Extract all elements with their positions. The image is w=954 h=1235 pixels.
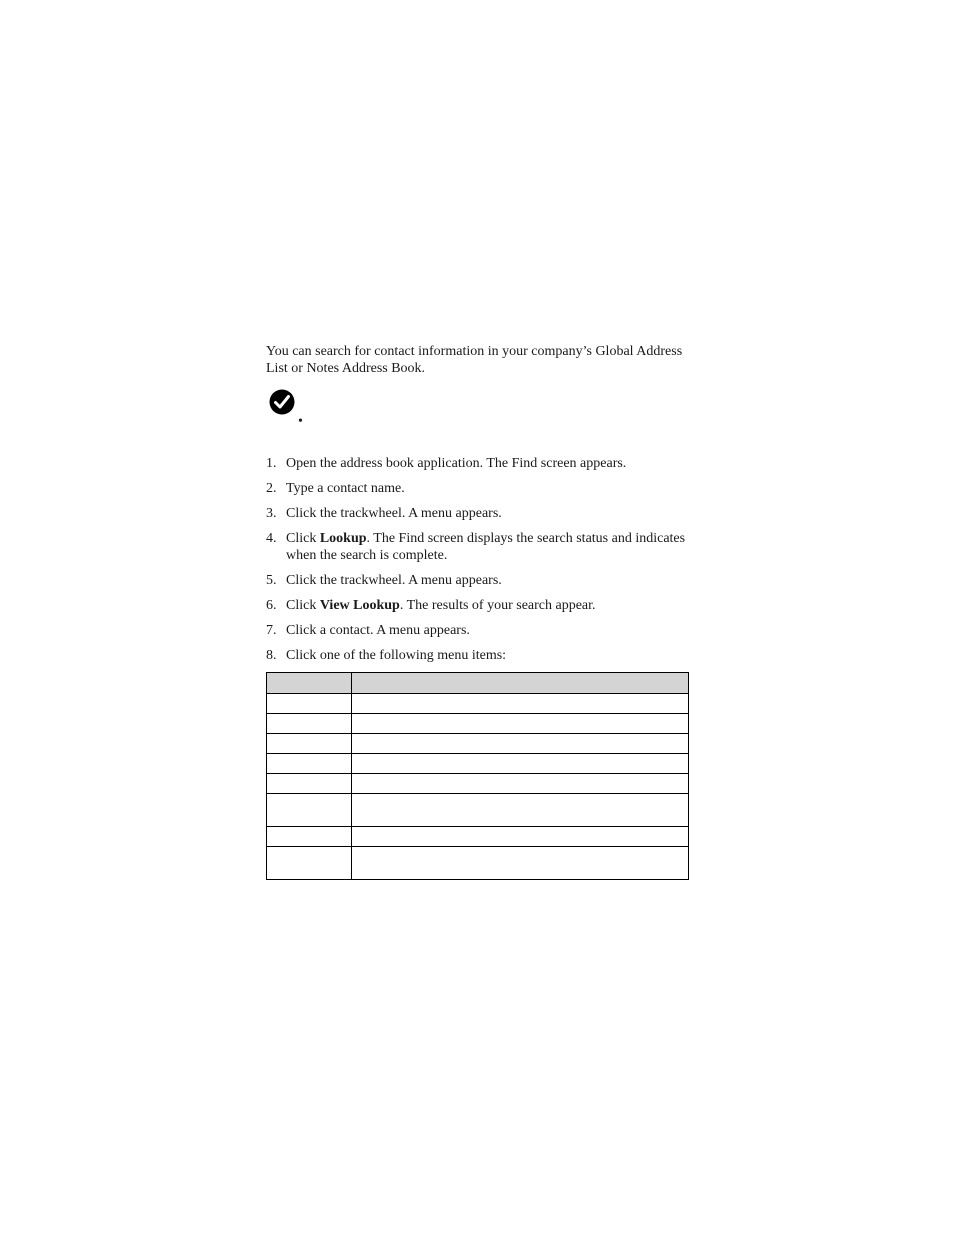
step-text: Click one of the following menu items: [286,648,507,663]
step-item [266,455,690,472]
menu-item-view-lookup: View Lookup [319,598,400,613]
table-cell [352,794,689,827]
table-row [267,774,689,794]
table-cell [267,734,352,754]
step-number: 8. [266,648,277,663]
step-text: Open the address book application. The Find screen appears. [286,456,627,471]
step-number: 4. [266,531,277,546]
table-header-row [267,673,689,694]
table-cell [352,754,689,774]
table-cell [352,734,689,754]
table-cell [267,714,352,734]
steps-list [266,455,690,664]
note-block [266,389,690,437]
table-cell [352,694,689,714]
step-number: 3. [266,506,277,521]
table-row [267,734,689,754]
table-cell [352,774,689,794]
table-header-cell [352,673,689,694]
table-cell [267,847,352,880]
table-cell [267,754,352,774]
table-header-cell [267,673,352,694]
step-item [266,530,690,564]
menu-items-table [266,672,689,880]
step-item [266,480,690,497]
table-row [267,754,689,774]
document-page [266,343,690,880]
table-cell [267,827,352,847]
step-text: Click the trackwheel. A menu appears. [286,573,502,588]
table-cell [267,794,352,827]
table-cell [267,694,352,714]
step-item [266,622,690,639]
step-number: 1. [266,456,277,471]
step-item [266,505,690,522]
step-number: 6. [266,598,277,613]
step-item [266,572,690,589]
step-text: Click the trackwheel. A menu appears. [286,506,502,521]
table-row [267,694,689,714]
step-text: Click Lookup. The Find screen displays the search status and indicates when the search is complete. [286,531,686,563]
table-cell [267,774,352,794]
table-row [267,794,689,827]
step-item [266,597,690,614]
step-item [266,647,690,664]
step-text: Click a contact. A menu appears. [286,623,470,638]
table-cell [352,827,689,847]
menu-item-lookup: Lookup [319,531,367,546]
table-row [267,827,689,847]
step-number: 5. [266,573,277,588]
table-cell [352,714,689,734]
checkmark-circle-icon [269,389,295,415]
step-number: 7. [266,623,277,638]
intro-paragraph: You can search for contact information in your company’s Global Address List or Notes Address Book. [266,344,683,376]
step-number: 2. [266,481,277,496]
table-row [267,714,689,734]
step-text: Type a contact name. [286,481,405,496]
step-text: Click View Lookup. The results of your search appear. [286,598,596,613]
table-cell [352,847,689,880]
table-row [267,847,689,880]
note-bullet: • [298,414,303,429]
